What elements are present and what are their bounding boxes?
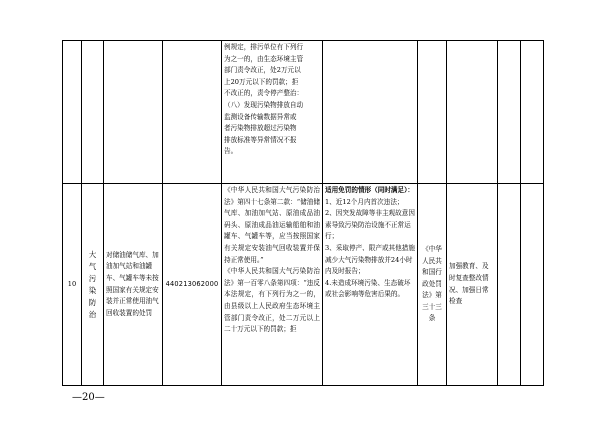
table-row <box>63 41 544 184</box>
basis-cell <box>222 184 323 386</box>
conditions-cell <box>323 41 418 184</box>
law-cell <box>418 184 447 386</box>
page-number: —20— <box>72 392 105 403</box>
code-cell <box>163 41 222 184</box>
item-cell <box>104 41 163 184</box>
empty-cell <box>521 41 544 184</box>
index-cell <box>63 41 82 184</box>
basis-line: （八）发现污染物排放自动 <box>224 100 304 109</box>
basis-line: 者污染物排放超过污染物 <box>224 124 297 133</box>
basis-paragraph: 《中华人民共和国大气污染防治法》第一百零八条第四项：“违反本法规定，有下列行为之一的，由县级以上人民政府生态环境主管部门责令改正，处二万元以上二十万元以下的罚款；拒 <box>224 267 320 334</box>
basis-line: 排放标准等异常情况不报 <box>224 135 297 144</box>
measures-cell <box>447 41 498 184</box>
law-text: 《中华人民共和国行政处罚法》第三十三条 <box>422 244 442 323</box>
condition-item: 3、采取停产、限产或其他措施减少大气污染物排放并24小时内及时报告； <box>325 243 415 276</box>
law-cell <box>418 41 447 184</box>
category-cell <box>82 184 104 386</box>
penalty-exemption-table <box>62 40 544 386</box>
basis-cell <box>222 41 323 184</box>
item-text: 对储油储气库、加油加气站和油罐车、气罐车等未按照国家有关规定安装并正常使用油气回收装置的处罚 <box>104 184 163 386</box>
basis-line: 不改正的，责令停产整治： <box>224 89 304 98</box>
basis-line: 监测设备传输数据异常或 <box>224 112 297 121</box>
condition-item: 2、因突发故障等非主观故意因素导致污染防治设施不正常运行； <box>325 209 415 241</box>
measures-text: 加强教育、及时复查整改情况、加强日常检查 <box>447 184 498 386</box>
table-row <box>63 184 544 386</box>
basis-line: 例规定，排污单位有下列行 <box>224 43 304 51</box>
category-cell <box>82 41 104 184</box>
basis-line: 部门责令改正，处2万元以 <box>224 66 301 75</box>
basis-line: 为之一的，由生态环境主管 <box>224 54 304 63</box>
empty-cell <box>498 184 521 386</box>
conditions-cell <box>323 184 418 386</box>
category-text: 大气污染防治 <box>88 249 97 319</box>
empty-cell <box>521 184 544 386</box>
conditions-title: 适用免罚的情形（同时满足）： <box>325 186 415 194</box>
empty-cell <box>498 41 521 184</box>
condition-item: 1、近12个月内首次违法； <box>325 197 404 206</box>
basis-line: 告。 <box>224 147 238 156</box>
condition-item: 4.未造成环境污染、生态破坏或社会影响等危害后果的。 <box>325 278 411 299</box>
row-index: 10 <box>63 184 82 386</box>
basis-paragraph: 《中华人民共和国大气污染防治法》第四十七条第二款：“储油储气库、加油加气站、原油成品油码头、原油成品油运输船舶和油罐车、气罐车等，应当按照国家有关规定安装油气回收装置并保持正常使用。” <box>224 186 320 264</box>
item-code: 440213062000 <box>163 184 222 386</box>
basis-line: 上20万元以下的罚款；拒 <box>224 77 299 86</box>
